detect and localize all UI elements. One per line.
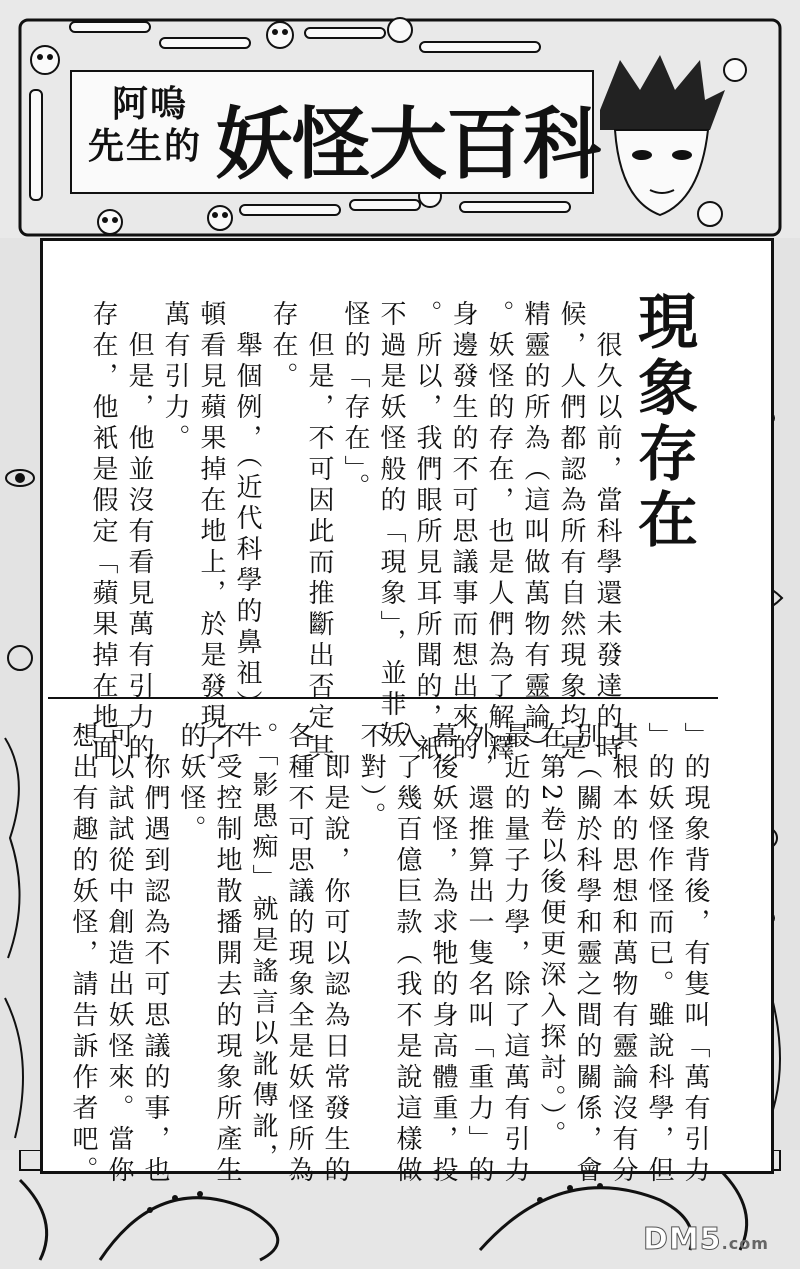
upper-text-column: 但是，他並沒有看見萬有引力的 xyxy=(124,300,154,765)
left-monster-illustration xyxy=(0,238,40,1218)
lower-text-column: 」的妖怪作怪而已。雖說科學，但 xyxy=(644,722,674,1187)
lower-text-column: 最近的量子力學，除了這萬有引力 xyxy=(500,722,530,1187)
upper-text-column: 。所以，我們眼所見耳所聞的，衹 xyxy=(412,300,442,765)
upper-text-column: 怪的「存在」。 xyxy=(340,300,370,504)
upper-text-column: 存在。 xyxy=(268,300,298,393)
lower-text-column: 你們遇到認為不可思議的事，也 xyxy=(140,722,170,1187)
author-portrait-illustration xyxy=(590,50,730,220)
upper-text-column: 舉個例，（近代科學的鼻祖）牛 xyxy=(232,300,262,752)
lower-text-column: 」的現象背後，有隻叫「萬有引力 xyxy=(680,722,710,1187)
lower-text-column: 的妖怪。 xyxy=(176,722,206,846)
watermark-domain: .com xyxy=(721,1234,769,1253)
lower-text-column: 別（關於科學和靈之間的關係，會 xyxy=(572,722,602,1187)
lower-text-column: 不對）。 xyxy=(356,722,386,833)
lower-text-column: 想出有趣的妖怪，請告訴作者吧。 xyxy=(68,722,98,1187)
upper-text-column: 頓看見蘋果掉在地上，於是發現了 xyxy=(196,300,226,765)
lower-text-column: 入了幾百億巨款（我不是說這樣做 xyxy=(392,722,422,1187)
lower-text-column: 可以試試從中創造出妖怪來。當你 xyxy=(104,722,134,1187)
lower-text-column: 外，還推算出一隻名叫「重力」的 xyxy=(464,722,494,1187)
lower-text-column: 。「影愚痴」就是謠言以訛傳訛， xyxy=(248,722,278,1174)
upper-text-column: 。妖怪的存在，也是人們為了解釋 xyxy=(484,300,514,765)
title-line-2: 先生的 xyxy=(88,126,203,167)
upper-text-column: 很久以前，當科學還未發達的時 xyxy=(592,300,622,765)
lower-text-column: 其根本的思想和萬物有靈論沒有分 xyxy=(608,722,638,1187)
lower-text-column: 不受控制地散播開去的現象所產生 xyxy=(212,722,242,1187)
lower-text-column: 幕後妖怪，為求牠的身高體重，投 xyxy=(428,722,458,1187)
lower-text-column: 在第2卷以後便更深入探討。）。 xyxy=(536,722,566,1152)
upper-text-column: 精靈的所為（這叫做萬物有靈論） xyxy=(520,300,550,765)
upper-text-column: 存在，他衹是假定「蘋果掉在地面 xyxy=(88,300,118,765)
watermark-brand: DM5 xyxy=(643,1222,722,1257)
upper-text-column: 萬有引力。 xyxy=(160,300,190,455)
title-line-1: 阿嗚 xyxy=(112,84,189,125)
upper-text-column: 但是，不可因此而推斷出否定其 xyxy=(304,300,334,765)
upper-text-column: 身邊發生的不可思議事而想出來的 xyxy=(448,300,478,765)
upper-text-column: 不過是妖怪般的「現象」，並非妖 xyxy=(376,300,406,752)
upper-text-column: 候，人們都認為所有自然現象均是 xyxy=(556,300,586,765)
page-title: 妖怪大百科 xyxy=(215,100,601,190)
section-heading: 現象存在 xyxy=(628,290,698,554)
site-watermark xyxy=(643,1222,769,1257)
lower-text-column: 各種不可思議的現象全是妖怪所為 xyxy=(284,722,314,1187)
lower-text-column: 即是說，你可以認為日常發生的 xyxy=(320,722,350,1187)
